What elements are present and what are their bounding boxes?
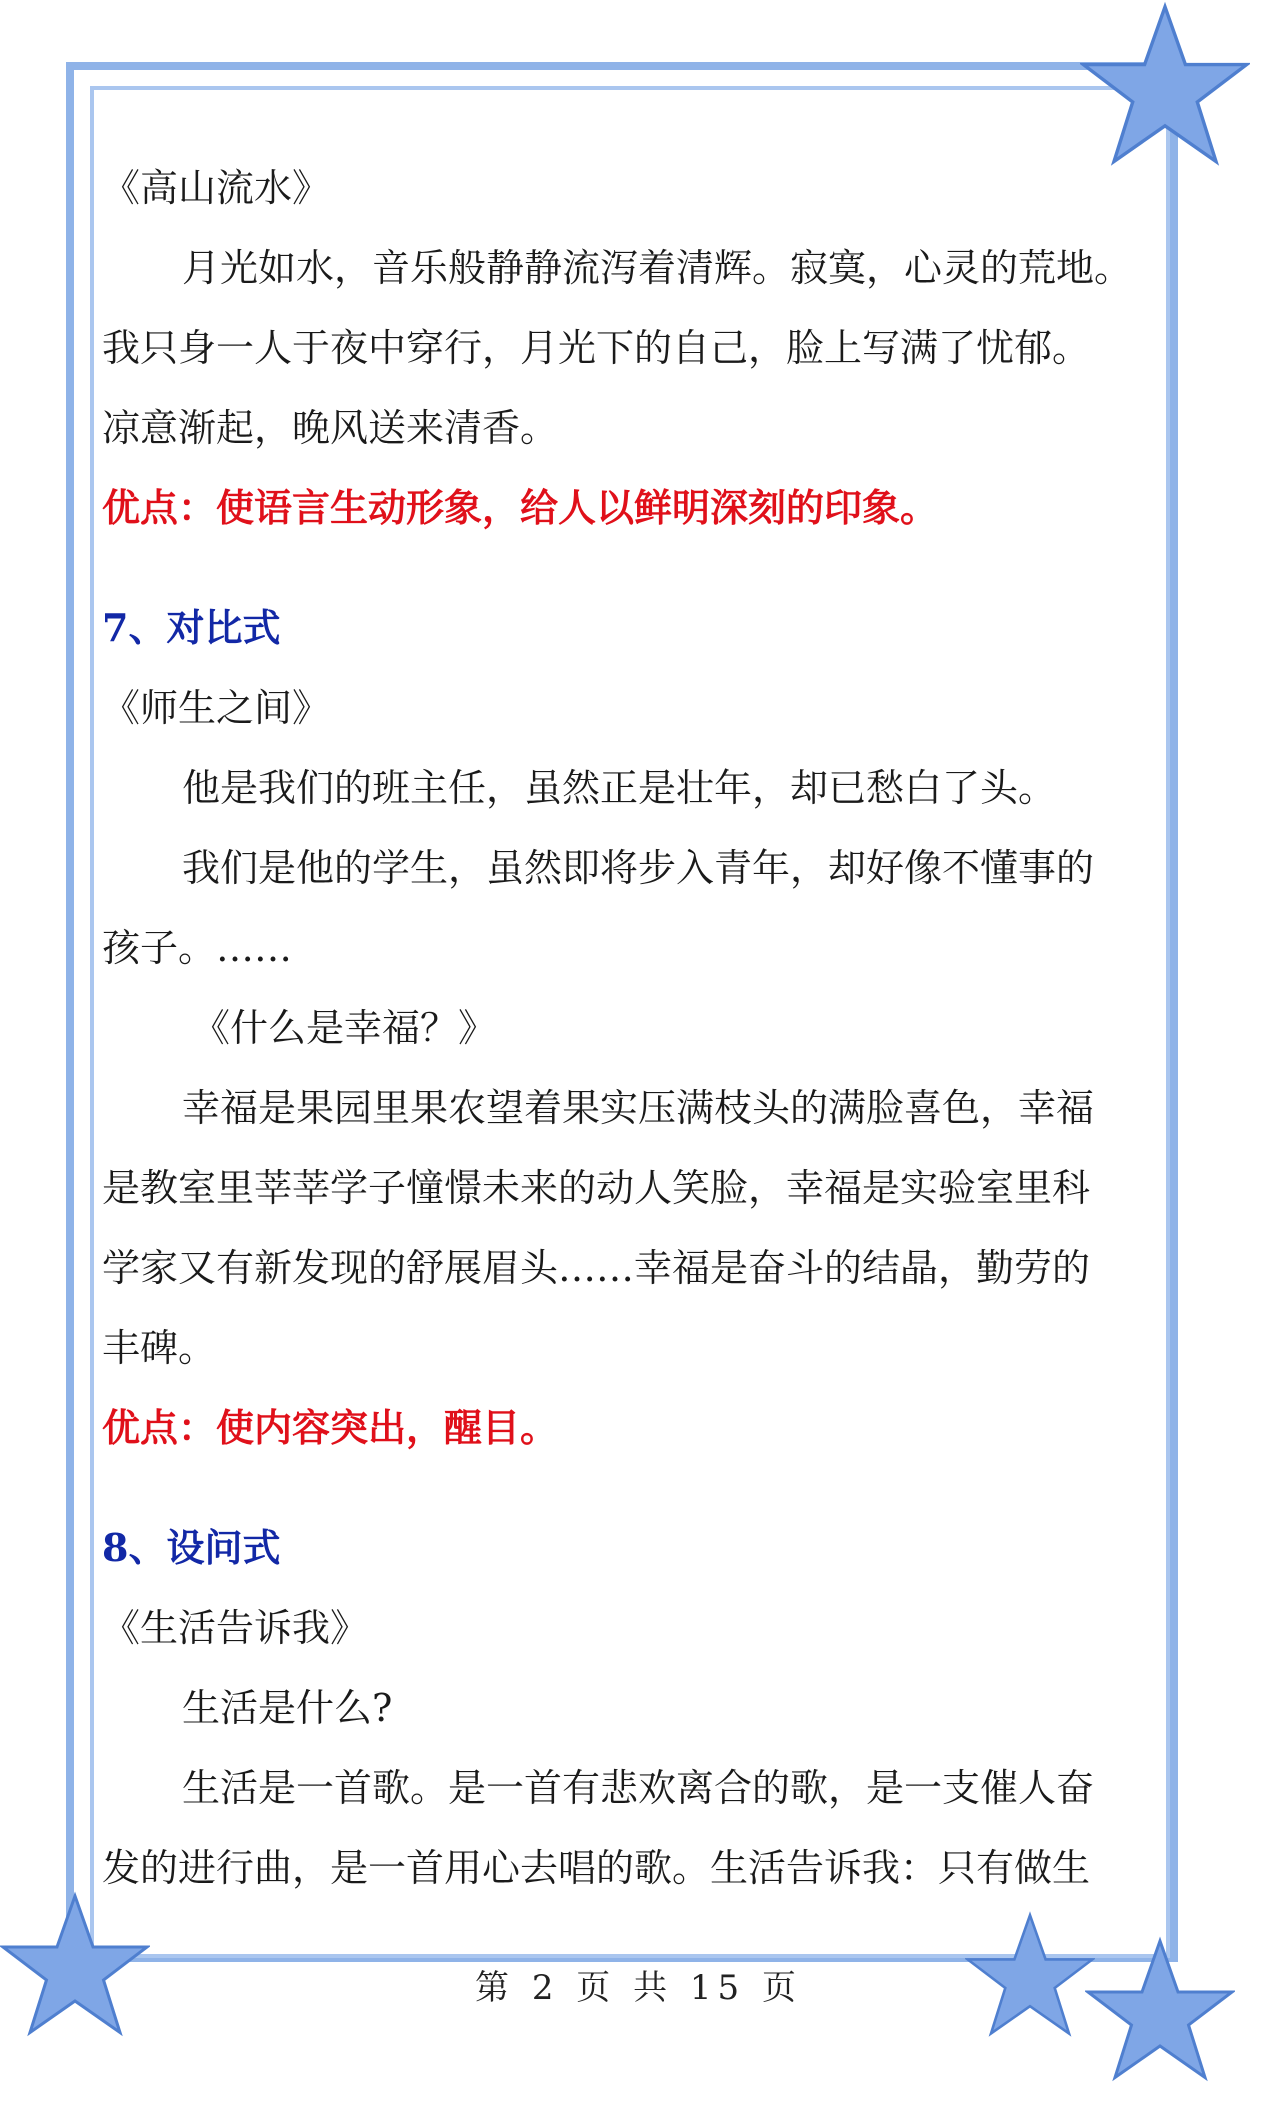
paragraph-line: 幸福是果园里果农望着果实压满枝头的满脸喜色，幸福 (182, 1086, 1095, 1130)
section-title: 《师生之间》 (102, 686, 331, 730)
paragraph-line: 我们是他的学生，虽然即将步入青年，却好像不懂事的 (182, 846, 1095, 890)
section-title: 《什么是幸福？》 (192, 1006, 497, 1050)
paragraph-line: 是教室里莘莘学子憧憬未来的动人笑脸，幸福是实验室里科 (102, 1166, 1091, 1210)
document-body (102, 148, 1167, 1908)
paragraph-line: 丰碑。 (102, 1326, 217, 1370)
advantage-note: 优点：使内容突出，醒目。 (102, 1405, 559, 1450)
paragraph-line: 生活是什么? (182, 1686, 393, 1730)
paragraph-line: 学家又有新发现的舒展眉头……幸福是奋斗的结晶，勤劳的 (102, 1246, 1091, 1290)
paragraph-line: 生活是一首歌。是一首有悲欢离合的歌，是一支催人奋 (182, 1766, 1095, 1810)
star-icon (1085, 1935, 1235, 2085)
section-title: 《生活告诉我》 (102, 1606, 369, 1650)
section-heading: 7、对比式 (102, 605, 281, 650)
paragraph-line: 我只身一人于夜中穿行，月光下的自己，脸上写满了忧郁。 (102, 326, 1091, 370)
paragraph-line: 凉意渐起，晚风送来清香。 (102, 406, 559, 450)
paragraph-line: 孩子。…… (102, 926, 293, 970)
star-icon (1080, 0, 1250, 170)
paragraph-line: 发的进行曲，是一首用心去唱的歌。生活告诉我：只有做生 (102, 1846, 1091, 1890)
section-title: 《高山流水》 (102, 166, 331, 210)
advantage-note: 优点：使语言生动形象，给人以鲜明深刻的印象。 (102, 485, 939, 530)
paragraph-line: 他是我们的班主任，虽然正是壮年，却已愁白了头。 (182, 766, 1057, 810)
paragraph-line: 月光如水，音乐般静静流泻着清辉。寂寞，心灵的荒地。 (182, 246, 1133, 290)
page-number: 第 2 页 共 15 页 (475, 1968, 802, 2008)
section-heading: 8、设问式 (102, 1525, 281, 1570)
